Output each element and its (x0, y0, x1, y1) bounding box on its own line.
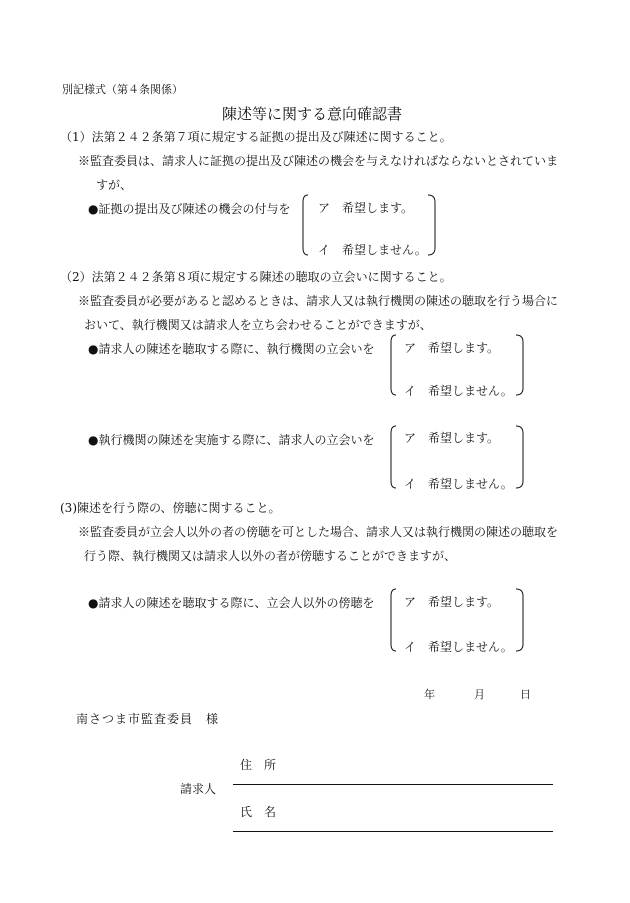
date-day-field[interactable]: 日 (520, 688, 531, 701)
date-year-field[interactable]: 年 (424, 688, 435, 701)
section1-question1-option-a[interactable]: ア 希望します。 (318, 201, 414, 215)
name-label: 氏 名 (240, 805, 277, 819)
claimant-label: 請求人 (180, 782, 217, 796)
section2-question1-option-b[interactable]: イ 希望しません。 (404, 384, 513, 398)
section3-note-line2: 行う際、執行機関又は請求人以外の者が傍聴することができますが、 (84, 549, 457, 563)
addressee: 南さつま市監査委員 様 (76, 712, 220, 726)
section1-note-line1: ※監査委員は、請求人に証拠の提出及び陳述の機会を与えなければならないとされていま (78, 154, 559, 168)
section3-question1-option-a[interactable]: ア 希望します。 (404, 595, 500, 609)
page-title: 陳述等に関する意向確認書 (222, 105, 403, 123)
section1-note-line2: すが、 (96, 178, 133, 192)
section2-question2-option-a[interactable]: ア 希望します。 (404, 431, 500, 445)
name-field[interactable] (233, 831, 553, 832)
section3-note-line1: ※監査委員が立会人以外の者の傍聴を可とした場合、請求人又は執行機関の陳述の聴取を (78, 525, 559, 539)
section2-question1-label: ●請求人の陳述を聴取する際に、執行機関の立会いを (88, 342, 375, 356)
section3-question1-label: ●請求人の陳述を聴取する際に、立会人以外の傍聴を (88, 596, 375, 610)
section1-heading: （1）法第２４２条第７項に規定する証拠の提出及び陳述に関すること。 (60, 130, 452, 144)
section2-note-line2: おいて、執行機関又は請求人を立ち会わせることができますが、 (84, 318, 432, 332)
section2-question1-option-a[interactable]: ア 希望します。 (404, 341, 500, 355)
address-field[interactable] (233, 784, 553, 785)
address-label: 住 所 (240, 758, 277, 772)
section3-heading: (3)陳述を行う際の、傍聴に関すること。 (60, 501, 281, 515)
section2-heading: （2）法第２４２条第８項に規定する陳述の聴取の立会いに関すること。 (60, 270, 452, 284)
section1-question1-option-b[interactable]: イ 希望しません。 (318, 243, 427, 257)
date-month-field[interactable]: 月 (474, 688, 485, 701)
section2-note-line1: ※監査委員が必要があると認めるときは、請求人又は執行機関の陳述の聴取を行う場合に (78, 294, 559, 308)
form-label: 別記様式（第４条関係） (62, 83, 183, 96)
section2-question2-label: ●執行機関の陳述を実施する際に、請求人の立会いを (88, 433, 375, 447)
section3-question1-option-b[interactable]: イ 希望しません。 (404, 640, 513, 654)
section1-question1-label: ●証拠の提出及び陳述の機会の付与を (88, 202, 291, 216)
section2-question2-option-b[interactable]: イ 希望しません。 (404, 477, 513, 491)
